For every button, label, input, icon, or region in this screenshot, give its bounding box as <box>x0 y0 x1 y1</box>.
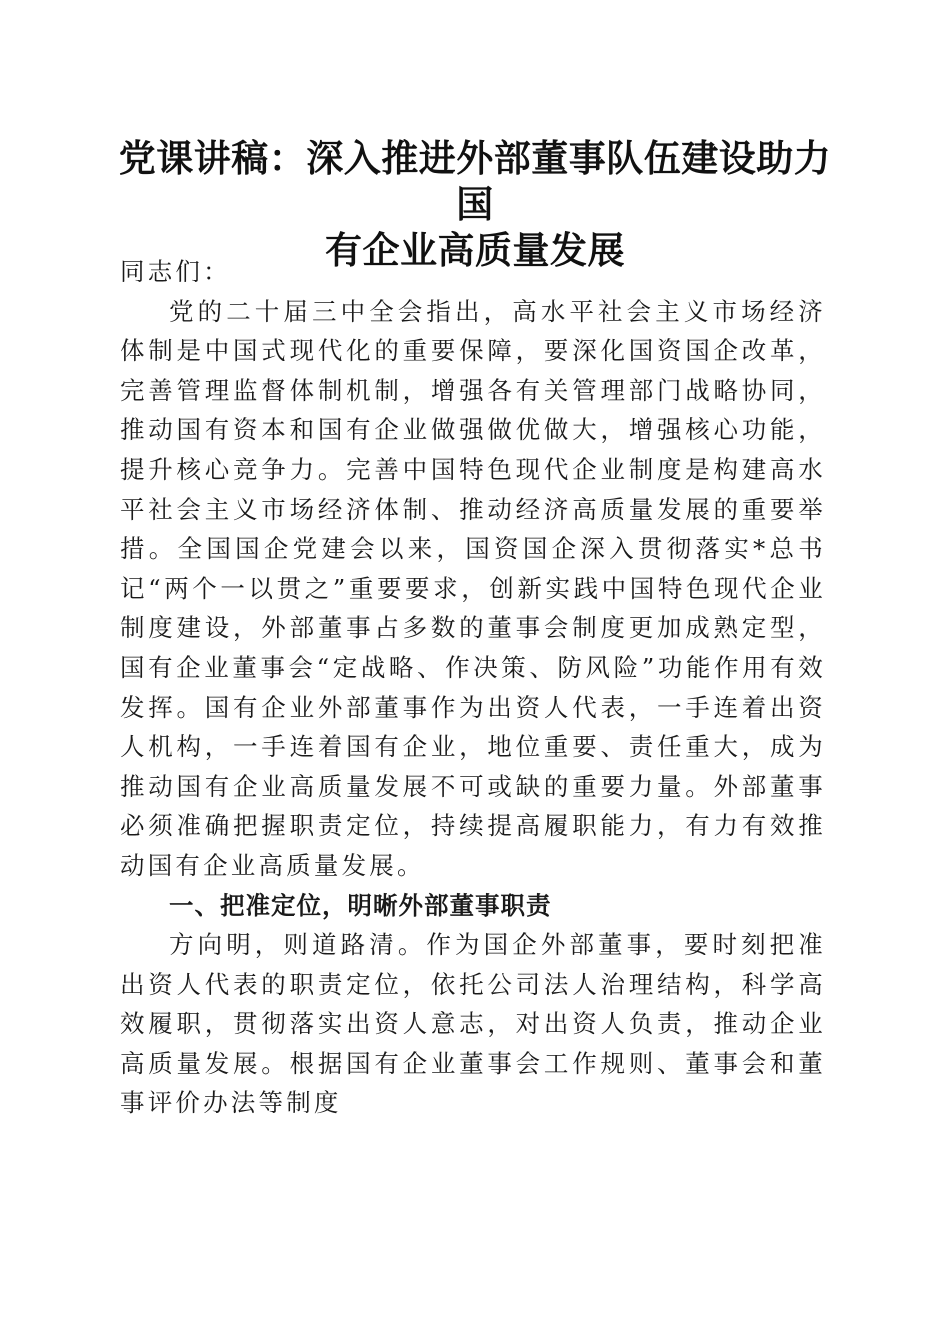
document-body <box>120 252 826 1123</box>
paragraph-section-1: 方向明，则道路清。作为国企外部董事，要时刻把准出资人代表的职责定位，依托公司法人治理结构，科学高效履职，贯彻落实出资人意志，对出资人负责，推动企业高质量发展。根据国有企业董事会工作规则、董事会和董事评价办法等制度 <box>120 930 826 1118</box>
title-line-2: 有企业高质量发展 <box>325 229 625 272</box>
title-line-1: 党课讲稿：深入推进外部董事队伍建设助力国 <box>118 137 832 226</box>
section-heading-1: 一、把准定位，明晰外部董事职责 <box>169 890 552 920</box>
salutation: 同志们： <box>120 257 231 286</box>
paragraph-intro: 党的二十届三中全会指出，高水平社会主义市场经济体制是中国式现代化的重要保障，要深化国资国企改革，完善管理监督体制机制，增强各有关管理部门战略协同，推动国有资本和国有企业做强做优做大，增强核心功能，提升核心竞争力。完善中国特色现代企业制度是构建高水平社会主义市场经济体制、推动经济高质量发展的重要举措。全国国企党建会以来，国资国企深入贯彻落实*总书记“两个一以贯之”重要要求，创新实践中国特色现代企业制度建设，外部董事占多数的董事会制度更加成熟定型，国有企业董事会“定战略、作决策、防风险”功能作用有效发挥。国有企业外部董事作为出资人代表，一手连着出资人机构，一手连着国有企业，地位重要、责任重大，成为推动国有企业高质量发展不可或缺的重要力量。外部董事必须准确把握职责定位，持续提高履职能力，有力有效推动国有企业高质量发展。 <box>120 296 826 880</box>
